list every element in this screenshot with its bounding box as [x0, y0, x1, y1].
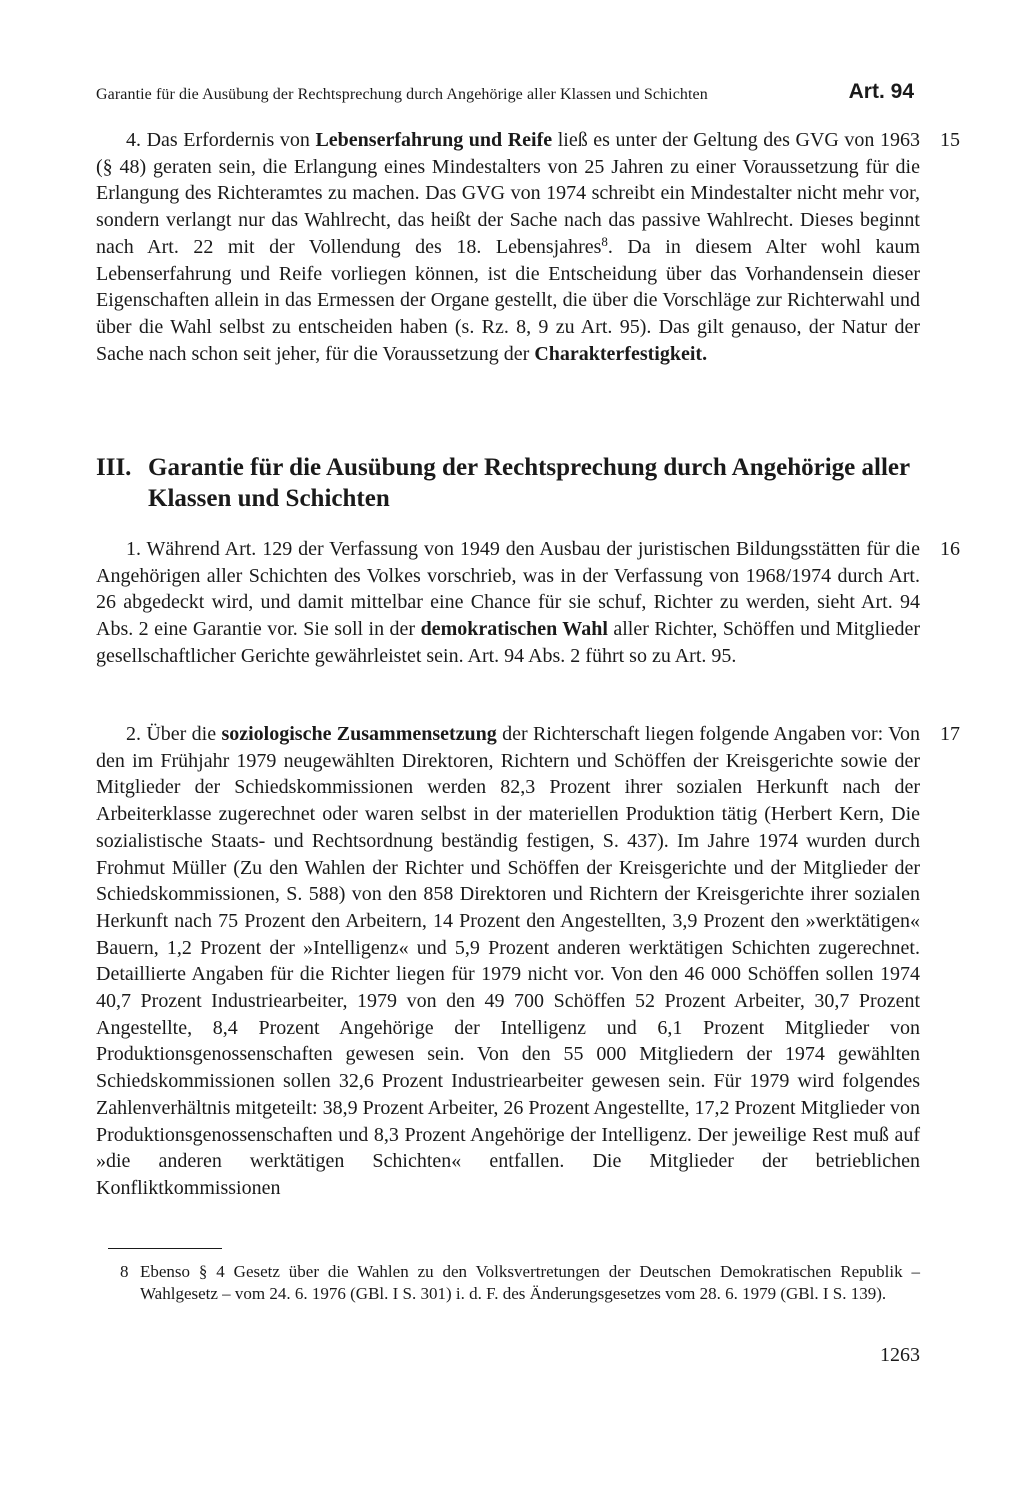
footnote-number: 8 — [120, 1262, 129, 1281]
paragraph-15: 4. Das Erfordernis von Lebenserfahrung und Reife ließ es unter der Geltung des GVG von 1963 (§ 48) geraten sein, die Erlangung eines Mindestalters von 25 Jahren zu einer Voraussetzung für die Erlangung des Richteramtes zu machen. Das GVG von 1974 schreibt ein Mindestalter nicht mehr vor, sondern verlangt nur das Wahlrecht, das heißt der Sache nach das passive Wahlrecht. Dieses beginnt nach Art. 22 mit der Vollendung des 18. Lebensjahres$^8$. Da in diesem Alter wohl kaum Lebenserfahrung und Reife vorliegen können, ist die Entscheidung über das Vorhandensein dieser Eigenschaften allein in das Ermessen der Organe gestellt, die über die Vorschläge zur Richterwahl und über die Wahl selbst zu entscheiden haben (s. Rz. 8, 9 zu Art. 95). Das gilt genauso, der Natur der Sache nach schon seit jeher, für die Voraussetzung der Charakterfestigkeit. — [96, 129, 920, 365]
footnote-ref-8[interactable]: 8 — [601, 233, 608, 249]
margin-number-17: 17 — [940, 723, 960, 745]
page-number: 1263 — [880, 1344, 920, 1366]
emphasis-lebenserfahrung: Lebenserfahrung und Reife — [315, 129, 553, 151]
emphasis-soziologische-zusammensetzung: soziologische Zusammensetzung — [221, 723, 497, 745]
article-label: Art. 94 — [848, 80, 914, 103]
section-number: III. — [96, 454, 132, 481]
margin-number-16: 16 — [940, 538, 960, 560]
running-title: Garantie für die Ausübung der Rechtsprechung durch Angehörige aller Klassen und Schichten — [96, 86, 708, 103]
paragraph-16: 1. Während Art. 129 der Verfassung von 1949 den Ausbau der juristischen Bildungsstätten für die Angehörigen aller Schichten des Volkes vorschrieb, was in der Verfassung von 1968/1974 durch Art. 26 abgedeckt wird, und damit mittelbar eine Chance für sie schuf, Richter zu werden, sieht Art. 94 Abs. 2 eine Garantie vor. Sie soll in der demokratischen Wahl aller Richter, Schöffen und Mitglieder gesellschaftlicher Gerichte gewährleistet sein. Art. 94 Abs. 2 führt so zu Art. 95. — [96, 538, 920, 667]
footnote-divider — [108, 1248, 222, 1249]
emphasis-charakterfestigkeit: Charakterfestigkeit. — [534, 342, 708, 365]
footnote-text: Ebenso § 4 Gesetz über die Wahlen zu den Volksvertretungen der Deutschen Demokratischen Republik – Wahlgesetz – vom 24. 6. 1976 (GBl. I S. 301) i. d. F. des Änderungsgesetzes vom 28. 6. 1979 (GBl. I S. 139). — [140, 1262, 920, 1303]
footnote-8 — [108, 1261, 920, 1304]
section-title: Garantie für die Ausübung der Rechtsprechung durch Angehörige aller Klassen und Schichten — [148, 454, 910, 512]
running-head — [96, 80, 920, 112]
emphasis-demokratische-wahl: demokratischen Wahl — [420, 618, 608, 641]
paragraph-17: 2. Über die soziologische Zusammensetzung der Richterschaft liegen folgende Angaben vor: Von den im Frühjahr 1979 neugewählten Direktoren, Richtern und Schöffen der Kreisgerichte sowie der Mitglieder der Schiedskommissionen werden 82,3 Prozent ihrer sozialen Herkunft nach der Arbeiterklasse zugerechnet oder waren selbst in der materiellen Produktion tätig (Herbert Kern, Die sozialistische Staats- und Rechtsordnung beständig festigen, S. 437). Im Jahre 1974 wurden durch Frohmut Müller (Zu den Wahlen der Richter und Schöffen der Kreisgerichte und der Mitglieder der Schiedskommissionen, S. 588) von den 858 Direktoren und Richtern der Kreisgerichte ihrer sozialen Herkunft nach 75 Prozent den Arbeitern, 14 Prozent den Angestellten, 3,9 Prozent den »werktätigen« Bauern, 1,2 Prozent der »Intelligenz« und 5,9 Prozent anderen werktätigen Schichten zugerechnet. Detaillierte Angaben für die Richter liegen für 1979 nicht vor. Von den 46 000 Schöffen sollen 1974 40,7 Prozent Industriearbeiter, 1979 von den 49 700 Schöffen 52 Prozent Arbeiter, 30,7 Prozent Angestellte, 8,4 Prozent Angehörige der Intelligenz und 6,1 Prozent Mitglieder von Produktionsgenossenschaften gewesen sein. Von den 55 000 Mitgliedern der 1974 gewählten Schiedskommissionen sollen 32,6 Prozent Industriearbeiter gewesen sein. Für 1979 wird folgendes Zahlenverhältnis mitgeteilt: 38,9 Prozent Arbeiter, 26 Prozent Angestellte, 17,2 Prozent Mitglieder von Produktionsgenossenschaften und 8,3 Prozent Angehörige der Intelligenz. Der jeweilige Rest muß auf »die anderen werktätigen Schichten« entfallen. Die Mitglieder der betrieblichen Konfliktkommissionen — [96, 723, 921, 1199]
margin-number-15: 15 — [940, 129, 960, 151]
section-heading — [96, 452, 920, 514]
